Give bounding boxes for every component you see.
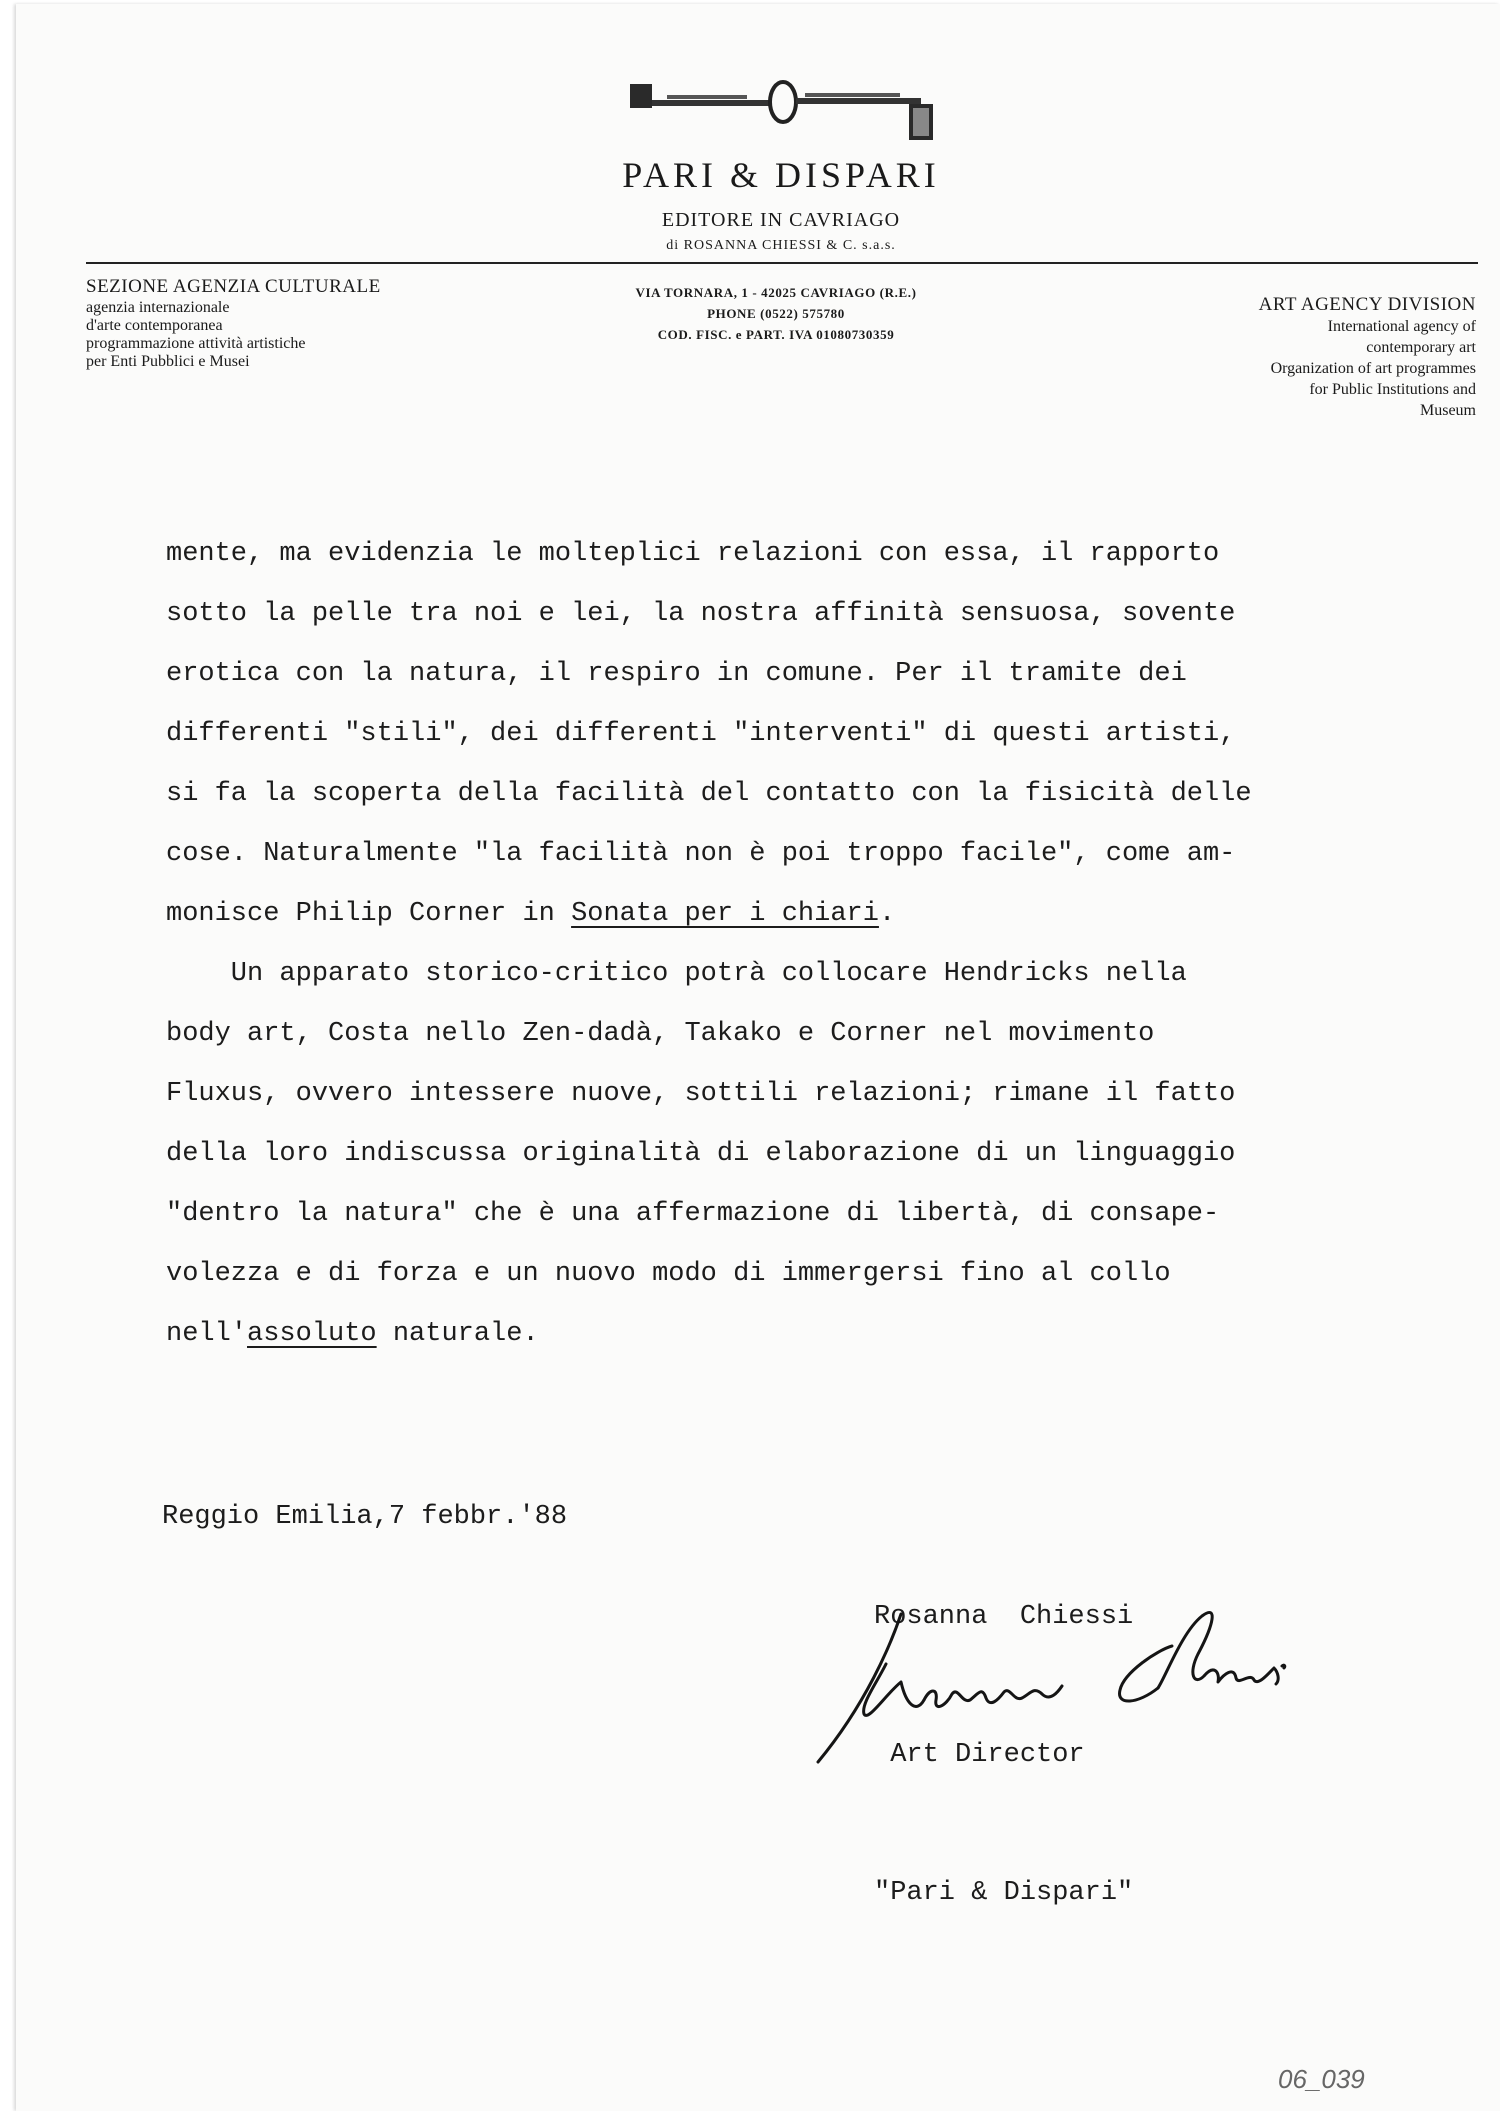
body-line <box>166 896 1446 956</box>
signatory-name: Rosanna Chiessi <box>874 1602 1134 1632</box>
phone-line: PHONE (0522) 575780 <box>707 306 845 321</box>
letter-body <box>166 536 1446 1376</box>
left-heading: SEZIONE AGENZIA CULTURALE <box>86 276 381 297</box>
letterhead-address <box>576 282 976 345</box>
body-line: cose. Naturalmente "la facilità non è poi troppo facile", come am- <box>166 839 1236 869</box>
archive-code: 06_039 <box>1278 2064 1365 2094</box>
body-line: "dentro la natura" che è una affermazione di libertà, di consape- <box>166 1199 1220 1229</box>
brand-subtitle: EDITORE IN CAVRIAGO <box>661 209 901 231</box>
body-line: erotica con la natura, il respiro in comune. Per il tramite dei <box>166 659 1187 689</box>
body-line: mente, ma evidenzia le molteplici relazioni con essa, il rapporto <box>166 539 1220 569</box>
body-line: Fluxus, ovvero intessere nuove, sottili relazioni; rimane il fatto <box>166 1079 1236 1109</box>
signatory-role: Art Director <box>874 1740 1085 1770</box>
body-line: si fa la scoperta della facilità del contatto con la fisicità delle <box>166 779 1252 809</box>
body-text: . <box>878 899 896 929</box>
letterhead-left <box>86 278 381 371</box>
right-line: contemporary art <box>1366 339 1476 356</box>
right-line: International agency of <box>1327 318 1476 335</box>
body-line: sotto la pelle tra noi e lei, la nostra affinità sensuosa, sovente <box>166 599 1236 629</box>
body-text: naturale. <box>376 1319 539 1349</box>
emphasized-word: assoluto <box>247 1319 377 1349</box>
body-line <box>166 1316 1446 1376</box>
brand-name: PARI & DISPARI <box>622 155 940 195</box>
body-line: body art, Costa nello Zen-dadà, Takako e Corner nel movimento <box>166 1019 1155 1049</box>
right-line: Museum <box>1420 402 1476 419</box>
body-line: della loro indiscussa originalità di elaborazione di un linguaggio <box>166 1139 1236 1169</box>
letterhead-right <box>1259 294 1476 421</box>
left-line: agenzia internazionale <box>86 299 230 316</box>
body-text: monisce Philip Corner in <box>166 899 572 929</box>
tax-line: COD. FISC. e PART. IVA 01080730359 <box>657 327 895 342</box>
body-text: nell' <box>166 1319 248 1349</box>
right-line: Organization of art programmes <box>1270 360 1476 377</box>
letter-sheet <box>16 4 1500 2111</box>
place-date: Reggio Emilia,7 febbr.'88 <box>162 1502 568 1532</box>
body-line: volezza e di forza e un nuovo modo di immergersi fino al collo <box>166 1259 1171 1289</box>
right-heading: ART AGENCY DIVISION <box>1258 294 1476 315</box>
body-line: differenti "stili", dei differenti "interventi" di questi artisti, <box>166 719 1236 749</box>
work-title: Sonata per i chiari <box>571 899 879 929</box>
left-line: d'arte contemporanea <box>86 317 223 334</box>
signatory-org: "Pari & Dispari" <box>874 1878 1134 1908</box>
key-icon <box>627 78 939 144</box>
address-line: VIA TORNARA, 1 - 42025 CAVRIAGO (R.E.) <box>635 285 917 300</box>
left-line: programmazione attività artistiche <box>86 335 306 352</box>
handwritten-signature-icon <box>806 1554 1326 1774</box>
company-name: di ROSANNA CHIESSI & C. s.a.s. <box>666 238 896 253</box>
left-line: per Enti Pubblici e Musei <box>86 353 250 370</box>
body-line: Un apparato storico-critico potrà collocare Hendricks nella <box>166 959 1187 989</box>
header-divider <box>86 262 1478 264</box>
right-line: for Public Institutions and <box>1309 381 1476 398</box>
